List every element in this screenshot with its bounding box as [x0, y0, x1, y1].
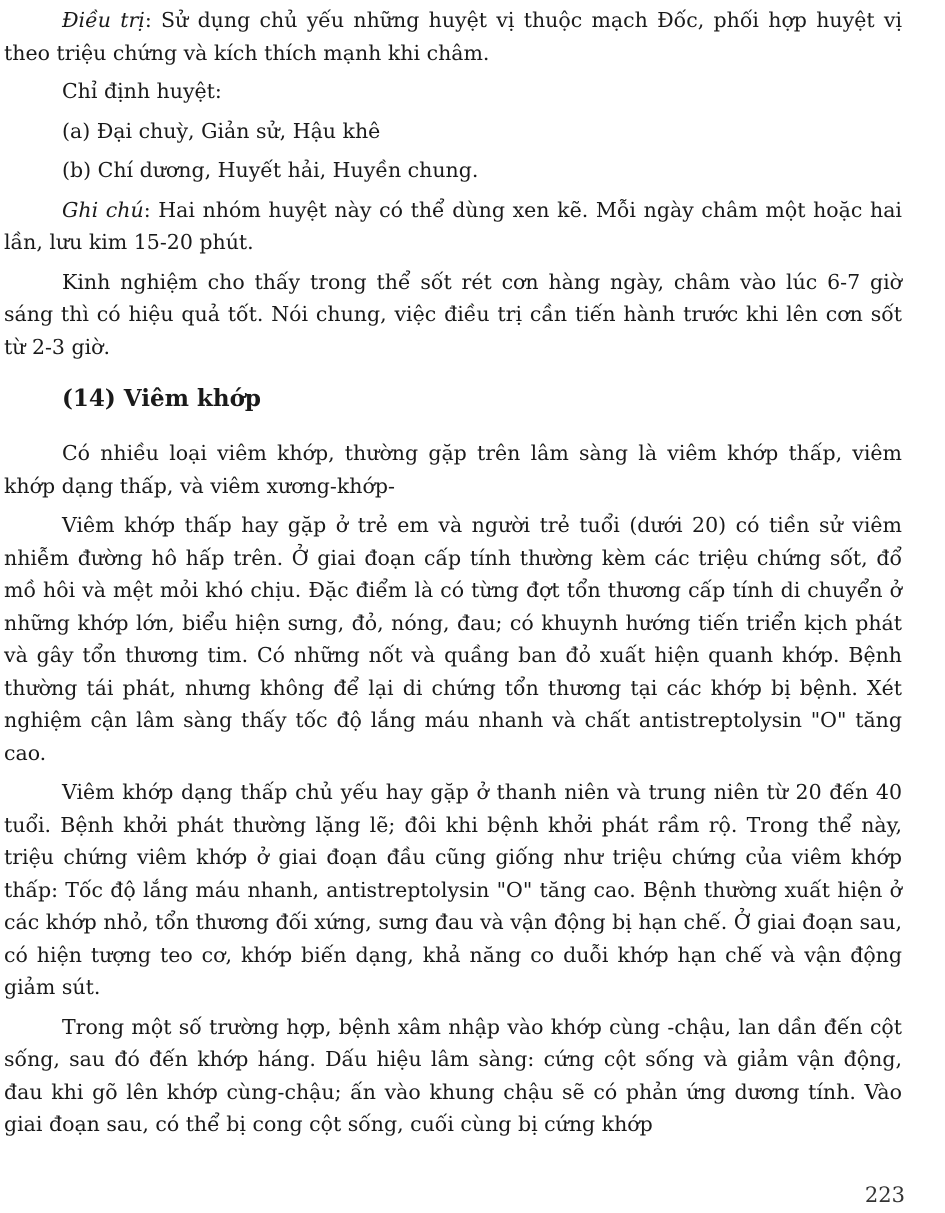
body-paragraph: Viêm khớp dạng thấp chủ yếu hay gặp ở thanh niên và trung niên từ 20 đến 40 tuổi. Bệnh khởi phát thường lặng lẽ; đôi khi bệnh khởi phát rầm rộ. Trong thể này, triệu chứng viêm khớp ở giai đoạn đầu cũng giống như triệu chứng của viêm khớp thấp: Tốc độ lắng máu nhanh, antistreptolysin "O" tăng cao. Bệnh thường xuất hiện ở các khớp nhỏ, tổn thương đối xứng, sưng đau và vận động bị hạn chế. Ở giai đoạn sau, có hiện tượng teo cơ, khớp biến dạng, khả năng co duỗi khớp hạn chế và vận động giảm sút. [4, 780, 902, 999]
point-group-b: (b) Chí dương, Huyết hải, Huyền chung. [62, 158, 479, 182]
body-paragraph: Trong một số trường hợp, bệnh xâm nhập vào khớp cùng -chậu, lan dần đến cột sống, sau đó đến khớp háng. Dấu hiệu lâm sàng: cứng cột sống và giảm vận động, đau khi gõ lên khớp cùng-chậu; ấn vào khung chậu sẽ có phản ứng dương tính. Vào giai đoạn sau, có thể bị cong cột sống, cuối cùng bị cứng khớp [4, 1014, 902, 1136]
experience-paragraph: Kinh nghiệm cho thấy trong thể sốt rét cơn hàng ngày, châm vào lúc 6-7 giờ sáng thì có hiệu quả tốt. Nói chung, việc điều trị cần tiến hành trước khi lên cơn sốt từ 2-3 giờ. [4, 269, 902, 359]
page-number: 223 [864, 1183, 905, 1207]
body-paragraph: Có nhiều loại viêm khớp, thường gặp trên lâm sàng là viêm khớp thấp, viêm khớp dạng thấp, và viêm xương-khớp- [4, 441, 902, 498]
indication-heading: Chỉ định huyệt: [62, 79, 222, 103]
note-paragraph [4, 194, 902, 259]
section-title: (14) Viêm khớp [62, 385, 262, 412]
note-text: : Hai nhóm huyệt này có thể dùng xen kẽ. Mỗi ngày châm một hoặc hai lần, lưu kim 15-20 phút. [4, 197, 902, 254]
note-label: Ghi chú [62, 197, 144, 222]
treatment-text: : Sử dụng chủ yếu những huyệt vị thuộc mạch Đốc, phối hợp huyệt vị theo triệu chứng và kích thích mạnh khi châm. [4, 8, 902, 65]
body-paragraph: Viêm khớp thấp hay gặp ở trẻ em và người trẻ tuổi (dưới 20) có tiền sử viêm nhiễm đường hô hấp trên. Ở giai đoạn cấp tính thường kèm các triệu chứng sốt, đổ mồ hôi và mệt mỏi khó chịu. Đặc điểm là có từng đợt tổn thương cấp tính di chuyển ở những khớp lớn, biểu hiện sưng, đỏ, nóng, đau; có khuynh hướng tiến triển kịch phát và gây tổn thương tim. Có những nốt và quầng ban đỏ xuất hiện quanh khớp. Bệnh thường tái phát, nhưng không để lại di chứng tổn thương tại các khớp bị bệnh. Xét nghiệm cận lâm sàng thấy tốc độ lắng máu nhanh và chất antistreptolysin "O" tăng cao. [4, 513, 902, 765]
page-body [4, 4, 902, 1148]
point-group-a: (a) Đại chuỳ, Giản sử, Hậu khê [62, 118, 381, 143]
treatment-paragraph [4, 4, 902, 69]
treatment-label: Điều trị [62, 8, 145, 32]
